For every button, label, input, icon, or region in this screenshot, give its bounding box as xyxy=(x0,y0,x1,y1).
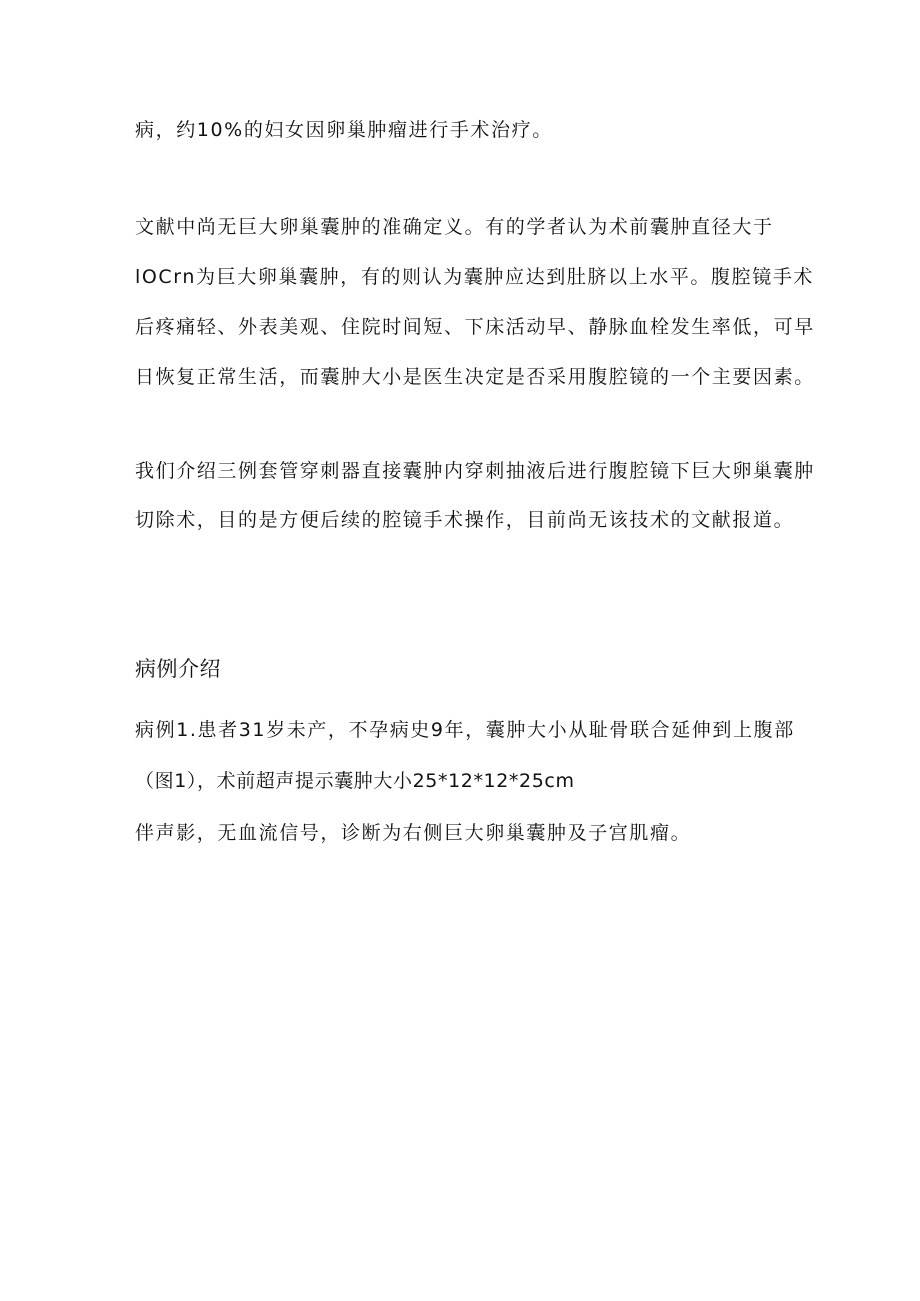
paragraph-line: 切除术，目的是方便后续的腔镜手术操作，目前尚无该技术的文献报道。 xyxy=(135,509,795,531)
paragraph-line: 病例1.患者31岁未产，不孕病史9年，囊肿大小从耻骨联合延伸到上腹部 xyxy=(135,719,795,741)
paragraph-line: 后疼痛轻、外表美观、住院时间短、下床活动早、静脉血栓发生率低，可早 xyxy=(135,316,815,338)
paragraph-line: 日恢复正常生活，而囊肿大小是医生决定是否采用腹腔镜的一个主要因素。 xyxy=(135,366,815,388)
paragraph-line: 我们介绍三例套管穿刺器直接囊肿内穿刺抽液后进行腹腔镜下巨大卵巢囊肿 xyxy=(135,460,815,482)
section-heading: 病例介绍 xyxy=(135,657,221,681)
paragraph-line: lOCrn为巨大卵巢囊肿，有的则认为囊肿应达到肚脐以上水平。腹腔镜手术 xyxy=(135,266,815,288)
paragraph-line: 病，约10%的妇女因卵巢肿瘤进行手术治疗。 xyxy=(135,119,553,141)
paragraph-line: （图1），术前超声提示囊肿大小25*12*12*25cm xyxy=(135,770,575,792)
paragraph-line: 伴声影，无血流信号，诊断为右侧巨大卵巢囊肿及子宫肌瘤。 xyxy=(135,822,692,844)
paragraph-line: 文献中尚无巨大卵巢囊肿的准确定义。有的学者认为术前囊肿直径大于 xyxy=(135,216,774,238)
